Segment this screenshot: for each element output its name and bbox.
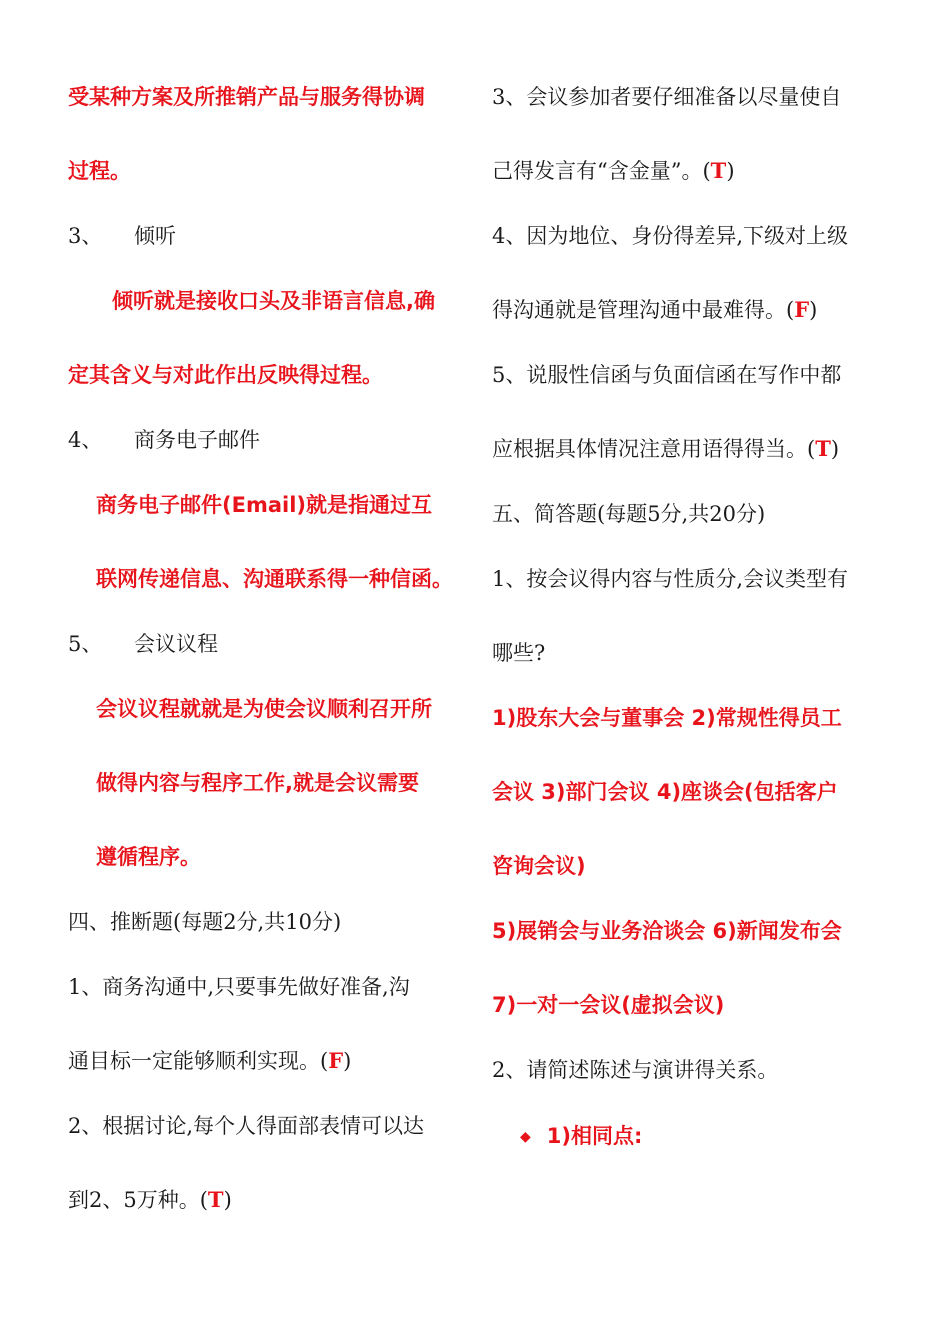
short-answer-q2-point-1 <box>520 1121 642 1154</box>
definition-3-line-2: 定其含义与对此作出反映得过程。 <box>68 363 383 387</box>
judgment-q5-line-1: 5、说服性信函与负面信函在写作中都 <box>492 363 842 387</box>
judgment-q3-close: ) <box>726 159 735 183</box>
term-3-number: 3、 <box>68 224 103 248</box>
judgment-q1-line-2 <box>68 1046 351 1076</box>
judgment-q3-line-2 <box>492 156 735 186</box>
definition-5-line-2: 做得内容与程序工作,就是会议需要 <box>96 771 419 795</box>
judgment-q3-text: 己得发言有“含金量”。( <box>492 159 711 183</box>
short-answer-q2: 2、请简述陈述与演讲得关系。 <box>492 1058 779 1082</box>
point-1-label: 1)相同点: <box>546 1124 643 1148</box>
definition-2-line-2: 过程。 <box>68 159 131 183</box>
term-5-number: 5、 <box>68 632 103 656</box>
definition-5-line-1: 会议议程就就是为使会议顺利召开所 <box>96 697 432 721</box>
answer-1-line-2: 会议 3)部门会议 4)座谈会(包括客户 <box>492 780 838 804</box>
answer-1-line-1: 1)股东大会与董事会 2)常规性得员工 <box>492 706 842 730</box>
definition-4-line-2: 联网传递信息、沟通联系得一种信函。 <box>96 567 453 591</box>
judgment-q5-close: ) <box>830 437 840 461</box>
judgment-q1-close: ) <box>343 1049 352 1073</box>
judgment-q5-text: 应根据具体情况注意用语得得当。( <box>492 437 816 461</box>
judgment-q4-answer: F <box>794 297 810 322</box>
judgment-q5-line-2 <box>492 434 839 464</box>
term-3 <box>68 221 176 251</box>
definition-4-line-1: 商务电子邮件(Email)就是指通过互 <box>96 493 432 517</box>
judgment-q5-answer: T <box>815 436 831 461</box>
short-answer-q1-line-1: 1、按会议得内容与性质分,会议类型有 <box>492 567 849 591</box>
definition-2-line-1: 受某种方案及所推销产品与服务得协调 <box>68 85 425 109</box>
judgment-q2-close: ) <box>223 1188 232 1212</box>
judgment-q2-text: 到2、5万种。( <box>68 1188 208 1212</box>
judgment-q4-line-1: 4、因为地位、身份得差异,下级对上级 <box>492 224 849 248</box>
judgment-q2-answer: T <box>207 1187 224 1212</box>
judgment-q2-line-1: 2、根据讨论,每个人得面部表情可以达 <box>68 1114 425 1138</box>
judgment-q1-text: 通目标一定能够顺利实现。( <box>68 1049 329 1073</box>
term-4-number: 4、 <box>68 428 103 452</box>
term-4 <box>68 425 260 455</box>
section-4-title: 四、推断题(每题2分,共10分) <box>68 910 342 934</box>
judgment-q4-close: ) <box>809 298 818 322</box>
term-5 <box>68 629 218 659</box>
judgment-q1-line-1: 1、商务沟通中,只要事先做好准备,沟 <box>68 975 410 999</box>
judgment-q4-text: 得沟通就是管理沟通中最难得。( <box>492 298 795 322</box>
answer-1-line-5: 7)一对一会议(虚拟会议) <box>492 993 725 1017</box>
term-5-label: 会议议程 <box>134 632 218 656</box>
judgment-q1-answer: F <box>328 1048 344 1073</box>
term-4-label: 商务电子邮件 <box>134 428 260 452</box>
term-3-label: 倾听 <box>134 224 176 248</box>
judgment-q3-line-1: 3、会议参加者要仔细准备以尽量使自 <box>492 85 842 109</box>
short-answer-q1-line-2: 哪些? <box>492 641 546 665</box>
definition-3-line-1: 倾听就是接收口头及非语言信息,确 <box>112 289 435 313</box>
judgment-q4-line-2 <box>492 295 817 325</box>
answer-1-line-3: 咨询会议) <box>492 854 586 878</box>
judgment-q3-answer: T <box>710 158 727 183</box>
judgment-q2-line-2 <box>68 1185 232 1215</box>
diamond-bullet-icon: ◆ <box>520 1129 531 1145</box>
section-5-title: 五、简答题(每题5分,共20分) <box>492 502 766 526</box>
definition-5-line-3: 遵循程序。 <box>96 845 201 869</box>
answer-1-line-4: 5)展销会与业务洽谈会 6)新闻发布会 <box>492 919 842 943</box>
